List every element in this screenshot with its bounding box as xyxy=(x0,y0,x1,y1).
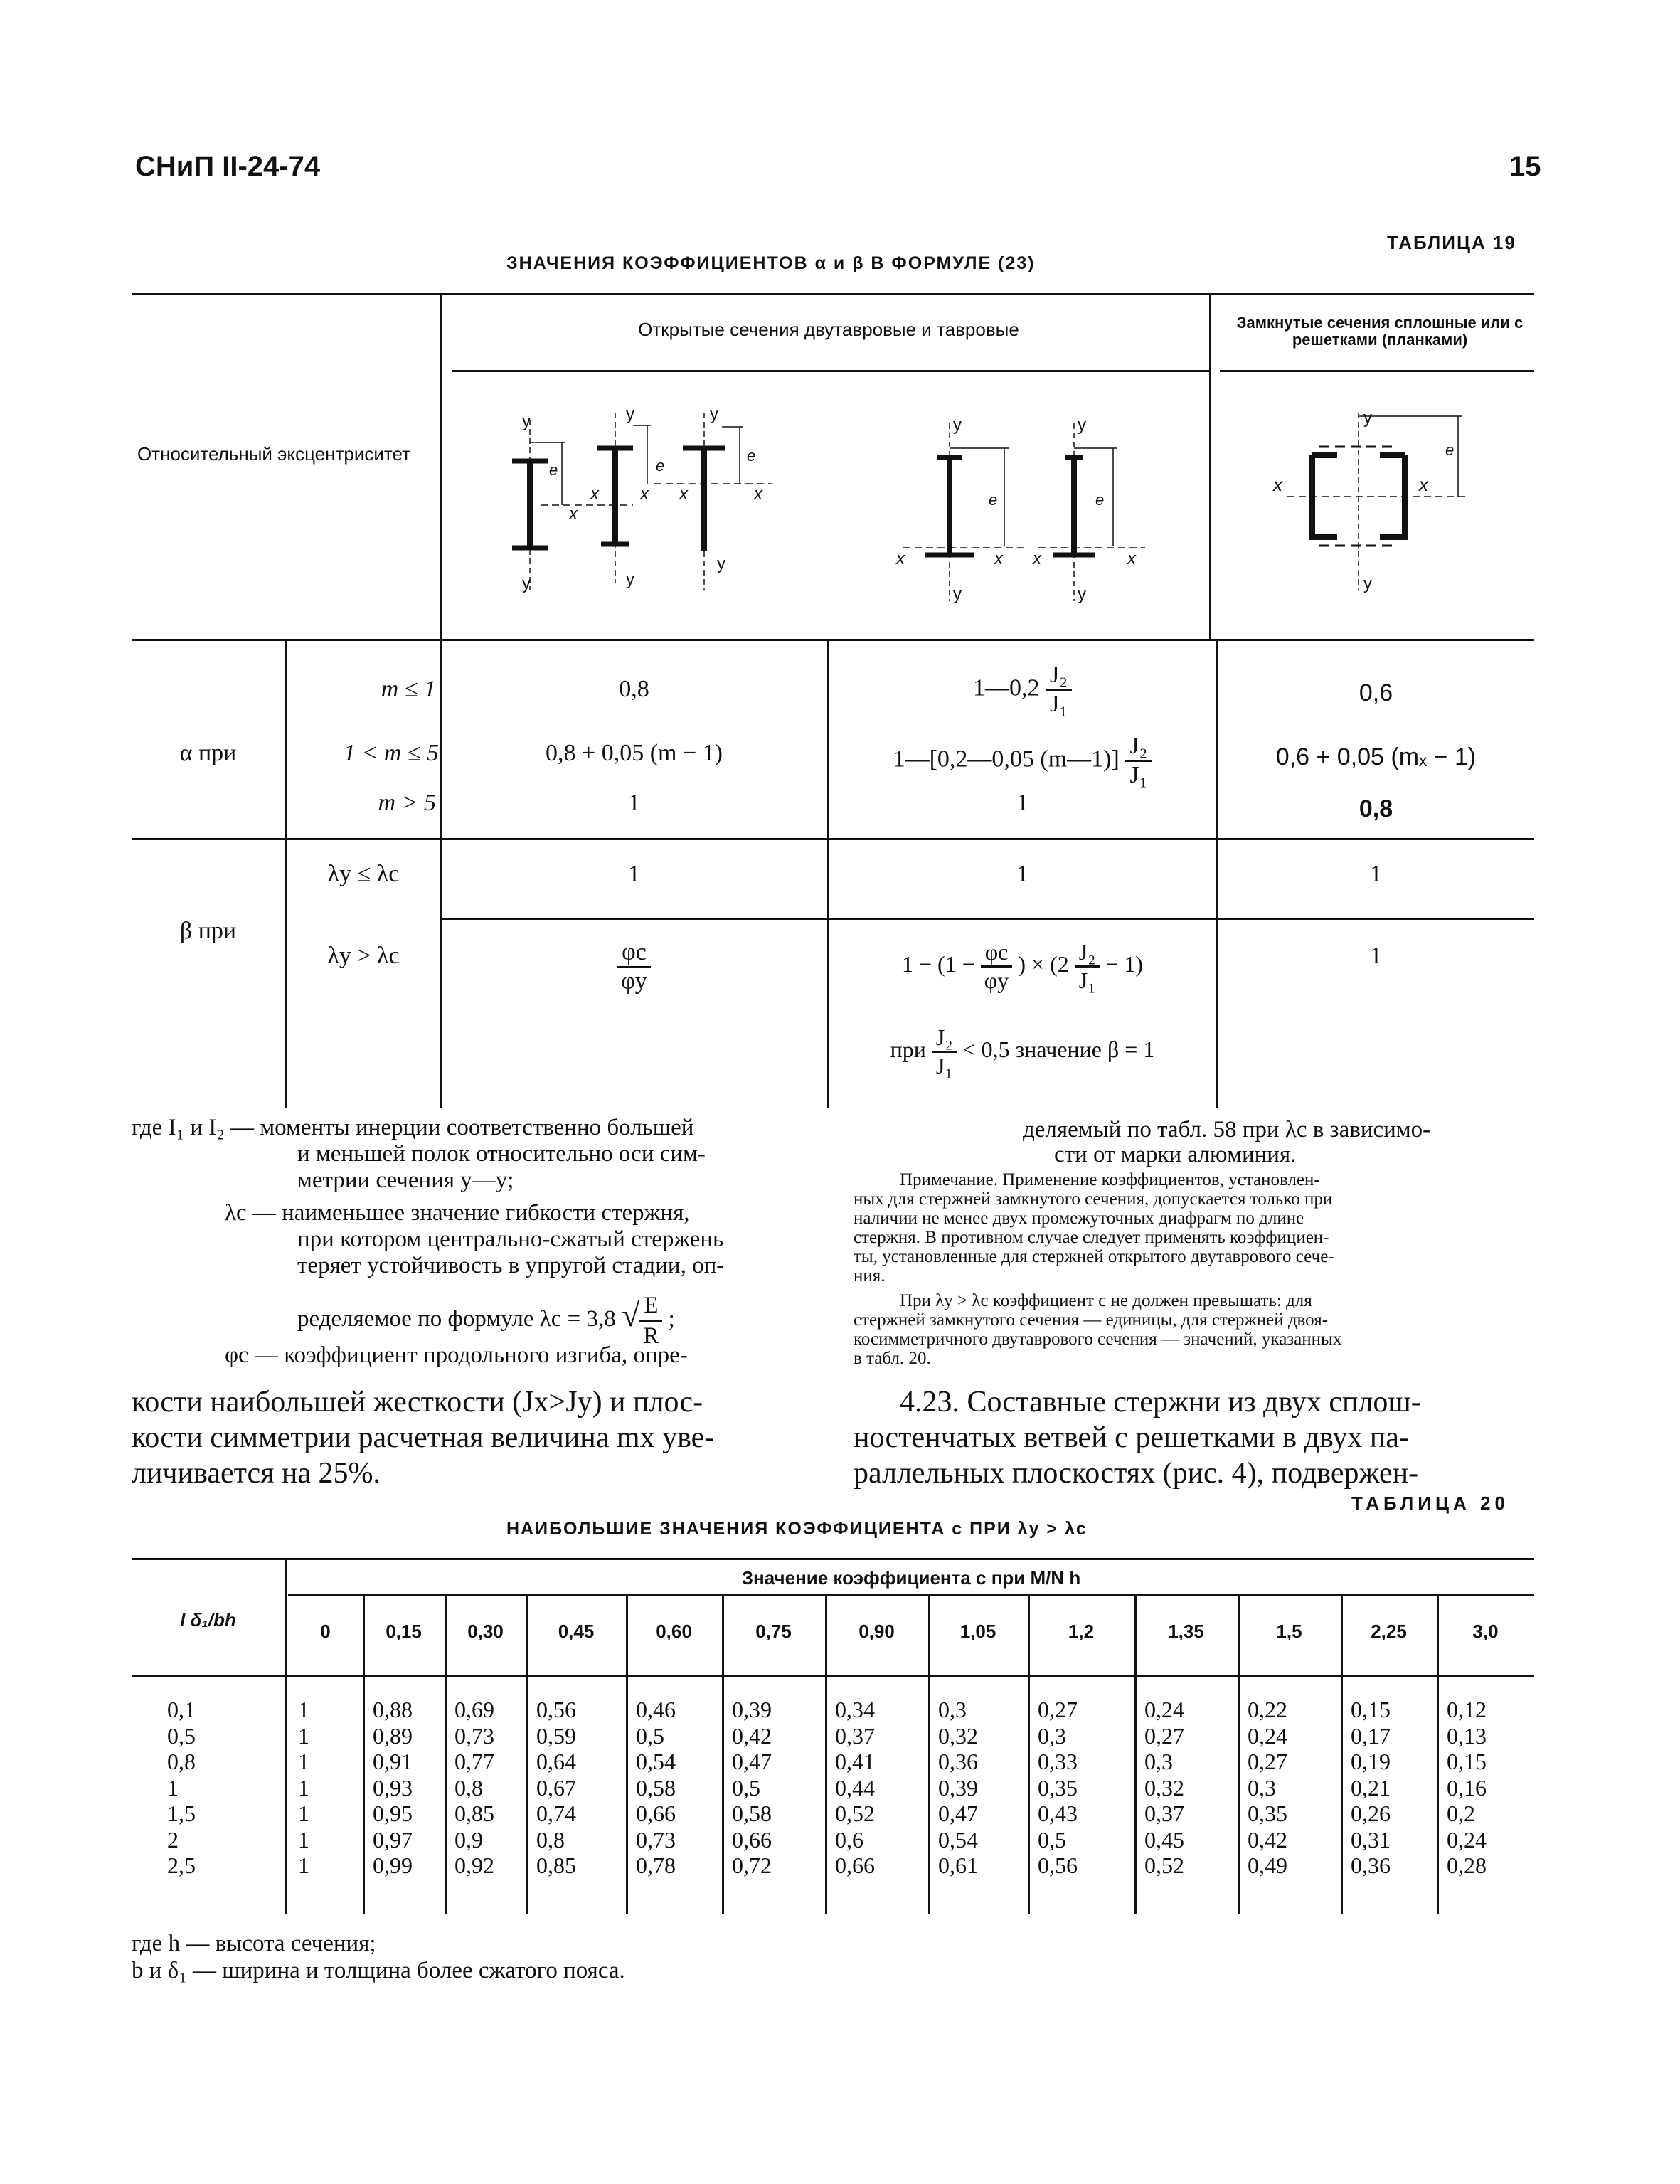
asymmetric-i-beam-diagram xyxy=(882,409,1166,608)
table20-cell: 0,27 xyxy=(1144,1722,1184,1749)
table20-cell: 0,56 xyxy=(536,1697,576,1722)
table20-cell: 0,8 xyxy=(454,1774,483,1801)
table20-row-label: 2 xyxy=(167,1826,179,1852)
table20-row-label: 0,8 xyxy=(167,1749,196,1774)
beta-closed-value-1: 1 xyxy=(1370,861,1382,887)
svg-text:у: у xyxy=(953,415,962,435)
svg-text:у: у xyxy=(1078,585,1086,604)
table20-value-column xyxy=(1447,1697,1487,1879)
svg-text:у: у xyxy=(953,585,962,604)
beta-tee-note: при $\frac{\text{J₂}}{\text{J₁}}$ < 0,5 значение β = 1 xyxy=(890,1024,1155,1078)
table20-cell: 0,72 xyxy=(732,1852,772,1878)
table20-cell: 0,12 xyxy=(1447,1697,1487,1722)
table20-column-header: 0,15 xyxy=(386,1621,422,1642)
table20-cell: 0,24 xyxy=(1144,1697,1184,1722)
svg-text:x: x xyxy=(569,504,578,524)
table20-cell: 0,24 xyxy=(1248,1722,1287,1749)
alpha-closed-value-1: 0,6 xyxy=(1359,679,1393,706)
note-line: Примечание. Применение коэффициентов, установлен- xyxy=(900,1170,1320,1189)
note-line: где I₁ и I₂ — моменты инерции соответственно большей xyxy=(132,1115,694,1140)
svg-text:x: x xyxy=(994,549,1003,568)
svg-text:у: у xyxy=(1078,415,1086,435)
svg-text:e: e xyxy=(1095,491,1105,509)
table20-cell: 0,88 xyxy=(373,1697,413,1722)
table20-value-column xyxy=(1144,1697,1184,1879)
note-line: стержня. В противном случае следует применять коэффициен- xyxy=(854,1228,1329,1247)
table20-value-column xyxy=(835,1697,875,1879)
table20-cell: 0,45 xyxy=(1144,1826,1184,1852)
table20-cell: 0,17 xyxy=(1351,1722,1391,1749)
alpha-row-label: α при xyxy=(179,740,237,766)
beta-open-value-1: 1 xyxy=(628,861,640,887)
table20-value-column xyxy=(536,1697,576,1879)
svg-text:x: x xyxy=(1033,549,1041,568)
table20-cell: 0,32 xyxy=(938,1722,978,1749)
table20-column-header: 0,45 xyxy=(558,1621,595,1642)
document-code: СНиП II-24-74 xyxy=(135,151,321,182)
table20-cell: 0,58 xyxy=(732,1801,772,1826)
note-line: и меньшей полок относительно оси сим- xyxy=(297,1141,706,1167)
table20-cell: 1 xyxy=(298,1852,309,1878)
svg-text:у: у xyxy=(717,554,725,573)
table20-column-divider xyxy=(626,1594,628,1914)
table20-cell: 1 xyxy=(298,1801,309,1826)
table20-value-column xyxy=(298,1697,309,1879)
table20-cell: 0,74 xyxy=(536,1801,576,1826)
beta-condition-2: λy > λc xyxy=(327,943,400,969)
table20-cell: 0,42 xyxy=(1248,1826,1287,1852)
table20-row-label: 0,5 xyxy=(167,1722,196,1749)
table20-cell: 0,67 xyxy=(536,1774,576,1801)
table20-column-header: 0,75 xyxy=(755,1621,792,1642)
table20-cell: 0,5 xyxy=(1038,1826,1066,1852)
table20-cell: 0,3 xyxy=(1144,1749,1173,1774)
note-line: λc — наименьшее значение гибкости стержня, xyxy=(225,1200,690,1226)
note-line: теряет устойчивость в упругой стадии, оп- xyxy=(297,1253,725,1278)
table20-value-column xyxy=(1038,1697,1078,1879)
svg-text:x: x xyxy=(1127,549,1136,568)
note-line: сти от марки алюминия. xyxy=(1054,1142,1297,1167)
beta-row-label: β при xyxy=(179,918,237,944)
table20-cell: 0,3 xyxy=(1038,1722,1066,1749)
note-line: ных для стержней замкнутого сечения, допускается только при xyxy=(854,1189,1333,1209)
note-line: метрии сечения y—y; xyxy=(297,1167,514,1193)
table20-cell: 0,64 xyxy=(536,1749,576,1774)
alpha-open-value-2: 0,8 + 0,05 (m − 1) xyxy=(546,740,723,766)
table20-row-label: 1,5 xyxy=(167,1801,196,1826)
table20-cell: 0,73 xyxy=(454,1722,494,1749)
table20-column-header: 0,30 xyxy=(467,1621,504,1642)
table20-cell: 0,78 xyxy=(636,1852,676,1878)
table20-column-header: 2,25 xyxy=(1371,1621,1407,1642)
table20-cell: 0,46 xyxy=(636,1697,676,1722)
svg-text:e: e xyxy=(1445,441,1455,459)
table20-column-header: 1,05 xyxy=(959,1621,996,1642)
table20-cell: 0,41 xyxy=(835,1749,875,1774)
table20-cell: 0,32 xyxy=(1144,1774,1184,1801)
table20-cell: 1 xyxy=(298,1697,309,1722)
table20-cell: 0,42 xyxy=(732,1722,772,1749)
table20-column-divider xyxy=(1238,1594,1240,1914)
table20-cell: 0,47 xyxy=(732,1749,772,1774)
table19-open-sections-header: Открытые сечения двутавровые и тавровые xyxy=(638,319,1019,340)
note-line: При λy > λc коэффициент c не должен превышать: для xyxy=(900,1291,1312,1310)
table20-cell: 0,39 xyxy=(732,1697,772,1722)
table20-cell: 0,3 xyxy=(1248,1774,1276,1801)
alpha-open-value-3: 1 xyxy=(628,790,640,816)
alpha-tee-formula-1: 1—0,2 $\frac{\text{J₂}}{\text{J₁}}$ xyxy=(829,662,1216,718)
table20-value-column xyxy=(373,1697,413,1879)
table20-cell: 0,66 xyxy=(732,1826,772,1852)
note-line: ты, установленные для стержней открытого двутаврового сече- xyxy=(854,1247,1334,1266)
table20-cell: 0,89 xyxy=(373,1722,413,1749)
table20-cell: 0,91 xyxy=(373,1749,413,1774)
table20-cell: 0,54 xyxy=(938,1826,978,1852)
table20-column-divider xyxy=(445,1594,447,1914)
table20-cell: 0,34 xyxy=(835,1697,875,1722)
table20-cell: 0,9 xyxy=(454,1826,483,1852)
svg-text:у: у xyxy=(710,405,718,424)
table20-column-divider xyxy=(1134,1594,1137,1914)
svg-text:e: e xyxy=(656,457,665,475)
svg-text:у: у xyxy=(522,412,531,431)
table20-column-divider xyxy=(722,1594,724,1914)
table20-row-label: 1 xyxy=(167,1774,179,1801)
alpha-condition-3: m > 5 xyxy=(378,790,436,816)
table20-cell: 0,26 xyxy=(1351,1801,1391,1826)
alpha-tee-value-3: 1 xyxy=(1016,790,1028,816)
table20-column-divider xyxy=(1437,1594,1439,1914)
table20-column-divider xyxy=(363,1594,365,1914)
table20-value-column xyxy=(938,1697,978,1879)
table19-label: ТАБЛИЦА 19 xyxy=(1387,232,1516,253)
beta-tee-formula: 1 − (1 − $\frac{\varphi c}{\varphi y}$ ) × (2 $\frac{\text{J₂}}{\text{J₁}}$ − 1) xyxy=(901,939,1144,993)
note-line: косимметричного двутаврового сечения — значений, указанных xyxy=(854,1330,1342,1349)
table19-closed-sections-header: Замкнутые сечения сплошные или с решетками (планками) xyxy=(1236,314,1524,349)
table20-column-divider xyxy=(1028,1594,1030,1914)
svg-text:у: у xyxy=(522,574,531,593)
table20-cell: 0,35 xyxy=(1248,1801,1287,1826)
table20-cell: 0,52 xyxy=(835,1801,875,1826)
table20-cell: 0,5 xyxy=(636,1722,664,1749)
table20-cell: 0,24 xyxy=(1447,1826,1487,1852)
table20-cell: 0,15 xyxy=(1351,1697,1391,1722)
table20-cell: 0,27 xyxy=(1248,1749,1287,1774)
table20-cell: 0,44 xyxy=(835,1774,875,1801)
svg-text:у: у xyxy=(626,570,634,589)
table20-cell: 0,47 xyxy=(938,1801,978,1826)
table20-column-divider xyxy=(526,1594,528,1914)
table20-cell: 0,27 xyxy=(1038,1697,1078,1722)
table20-cell: 0,97 xyxy=(373,1826,413,1852)
note-line: при котором центрально-сжатый стержень xyxy=(297,1226,724,1252)
closed-box-section-diagram xyxy=(1259,398,1501,598)
table20-cell: 0,31 xyxy=(1351,1826,1391,1852)
table20-cell: 0,28 xyxy=(1447,1852,1487,1878)
svg-text:x: x xyxy=(896,549,905,568)
svg-text:x: x xyxy=(1419,474,1428,495)
alpha-condition-1: m ≤ 1 xyxy=(381,676,436,702)
i-beam-sections-diagram xyxy=(491,398,775,605)
svg-text:x: x xyxy=(1273,474,1282,495)
table20-value-column xyxy=(732,1697,772,1879)
table20-cell: 0,19 xyxy=(1351,1749,1391,1774)
table20-group-header: Значение коэффициента c при M/N h xyxy=(741,1567,1081,1589)
table20-cell: 0,59 xyxy=(536,1722,576,1749)
table20-column-header: 0,60 xyxy=(656,1621,692,1642)
table20-row-header: l δ₁/bh xyxy=(180,1609,236,1631)
table20-cell: 0,85 xyxy=(454,1801,494,1826)
table20-cell: 0,49 xyxy=(1248,1852,1287,1878)
table20-column-header: 0 xyxy=(320,1621,331,1642)
table20-column-divider xyxy=(1341,1594,1343,1914)
table20-cell: 0,73 xyxy=(636,1826,676,1852)
table20-value-column xyxy=(454,1697,494,1879)
beta-condition-1: λy ≤ λc xyxy=(327,861,400,887)
table19-title: ЗНАЧЕНИЯ КОЭФФИЦИЕНТОВ α и β В ФОРМУЛЕ (23) xyxy=(506,253,1036,273)
table20-cell: 0,36 xyxy=(1351,1852,1391,1878)
table20-cell: 0,77 xyxy=(454,1749,494,1774)
table20-cell: 0,92 xyxy=(454,1852,494,1878)
table20-cell: 0,13 xyxy=(1447,1722,1487,1749)
page-number: 15 xyxy=(1509,151,1541,182)
note-line: стержней замкнутого сечения — единицы, для стержней двоя- xyxy=(854,1310,1329,1330)
table20-cell: 0,36 xyxy=(938,1749,978,1774)
table20-cell: 0,37 xyxy=(1144,1801,1184,1826)
table20-cell: 0,85 xyxy=(536,1852,576,1878)
svg-text:e: e xyxy=(989,491,998,509)
table20-cell: 0,58 xyxy=(636,1774,676,1801)
note-line: деляемый по табл. 58 при λc в зависимо- xyxy=(1023,1117,1431,1143)
table20-value-column xyxy=(1248,1697,1287,1879)
table20-cell: 1 xyxy=(298,1774,309,1801)
alpha-tee-formula-2: 1—[0,2—0,05 (m—1)] $\frac{\text{J₂}}{\text{J₁}}$ xyxy=(829,733,1216,789)
alpha-closed-value-3: 0,8 xyxy=(1359,795,1393,822)
table20-cell: 0,22 xyxy=(1248,1697,1287,1722)
table20-cell: 0,2 xyxy=(1447,1801,1475,1826)
note-line: наличии не менее двух промежуточных диафрагм по длине xyxy=(854,1209,1304,1228)
table20-row-label: 0,1 xyxy=(167,1697,196,1722)
note-line: ния. xyxy=(854,1266,886,1286)
table20-cell: 0,52 xyxy=(1144,1852,1184,1878)
table20-column-divider xyxy=(928,1594,930,1914)
formula-line: ределяемое по формуле λc = 3,8 √ $\frac{E}{R}$ ; xyxy=(297,1293,675,1349)
table20-cell: 0,39 xyxy=(938,1774,978,1801)
table19-row-header: Относительный эксцентриситет xyxy=(137,443,411,465)
svg-text:x: x xyxy=(754,484,762,504)
table20-cell: 0,35 xyxy=(1038,1774,1078,1801)
table20-cell: 0,8 xyxy=(536,1826,565,1852)
table20-cell: 0,66 xyxy=(636,1801,676,1826)
table20-cell: 0,16 xyxy=(1447,1774,1487,1801)
table20-cell: 0,93 xyxy=(373,1774,413,1801)
svg-text:x: x xyxy=(640,484,649,504)
table20-column-header: 0,90 xyxy=(858,1621,895,1642)
svg-text:у: у xyxy=(1363,408,1372,428)
table20-row-labels xyxy=(167,1697,196,1879)
table20-title: НАИБОЛЬШИЕ ЗНАЧЕНИЯ КОЭФФИЦИЕНТА c ПРИ λy > λc xyxy=(506,1519,1088,1539)
table20-cell: 0,37 xyxy=(835,1722,875,1749)
table20-cell: 0,33 xyxy=(1038,1749,1078,1774)
table20-cell: 0,95 xyxy=(373,1801,413,1826)
table20-cell: 0,69 xyxy=(454,1697,494,1722)
table20-value-column xyxy=(636,1697,676,1879)
table20-cell: 0,61 xyxy=(938,1852,978,1878)
table20-cell: 0,5 xyxy=(732,1774,760,1801)
alpha-open-value-1: 0,8 xyxy=(619,676,649,702)
beta-closed-value-2: 1 xyxy=(1370,943,1382,969)
table20-cell: 0,99 xyxy=(373,1852,413,1878)
table20-cell: 0,66 xyxy=(835,1852,875,1878)
beta-tee-value-1: 1 xyxy=(1016,861,1028,887)
svg-text:у: у xyxy=(626,405,634,424)
table20-footnote-1: где h — высота сечения; xyxy=(132,1931,376,1956)
table20-row-label: 2,5 xyxy=(167,1852,196,1878)
table20-footnote-2: b и δ₁ — ширина и толщина более сжатого пояса. xyxy=(132,1958,625,1983)
table20-cell: 0,43 xyxy=(1038,1801,1078,1826)
table20-cell: 0,21 xyxy=(1351,1774,1391,1801)
svg-text:у: у xyxy=(1363,574,1372,593)
table20-cell: 0,56 xyxy=(1038,1852,1078,1878)
table20-column-header: 3,0 xyxy=(1472,1621,1499,1642)
beta-open-formula: $\frac{\varphi c}{\varphi y}$ xyxy=(441,939,827,995)
table20-column-header: 1,35 xyxy=(1168,1621,1204,1642)
alpha-closed-value-2: 0,6 + 0,05 (mₓ − 1) xyxy=(1275,743,1477,770)
note-line: φc — коэффициент продольного изгиба, опре- xyxy=(225,1342,688,1368)
table20-cell: 0,54 xyxy=(636,1749,676,1774)
table20-value-column xyxy=(1351,1697,1391,1879)
svg-text:e: e xyxy=(747,447,756,465)
table20-column-header: 1,2 xyxy=(1068,1621,1095,1642)
table20-cell: 1 xyxy=(298,1722,309,1749)
table20-column-header: 1,5 xyxy=(1276,1621,1302,1642)
alpha-condition-2: 1 < m ≤ 5 xyxy=(343,740,439,766)
table20-label: ТАБЛИЦА 20 xyxy=(1351,1493,1509,1514)
table20-cell: 0,6 xyxy=(835,1826,863,1852)
svg-text:x: x xyxy=(590,484,599,504)
table20-column-divider xyxy=(825,1594,827,1914)
note-line: в табл. 20. xyxy=(854,1349,931,1368)
table20-cell: 1 xyxy=(298,1826,309,1852)
svg-text:x: x xyxy=(679,484,688,504)
table20-cell: 0,15 xyxy=(1447,1749,1487,1774)
table20-cell: 1 xyxy=(298,1749,309,1774)
table20-cell: 0,3 xyxy=(938,1697,967,1722)
svg-text:e: e xyxy=(549,461,558,479)
